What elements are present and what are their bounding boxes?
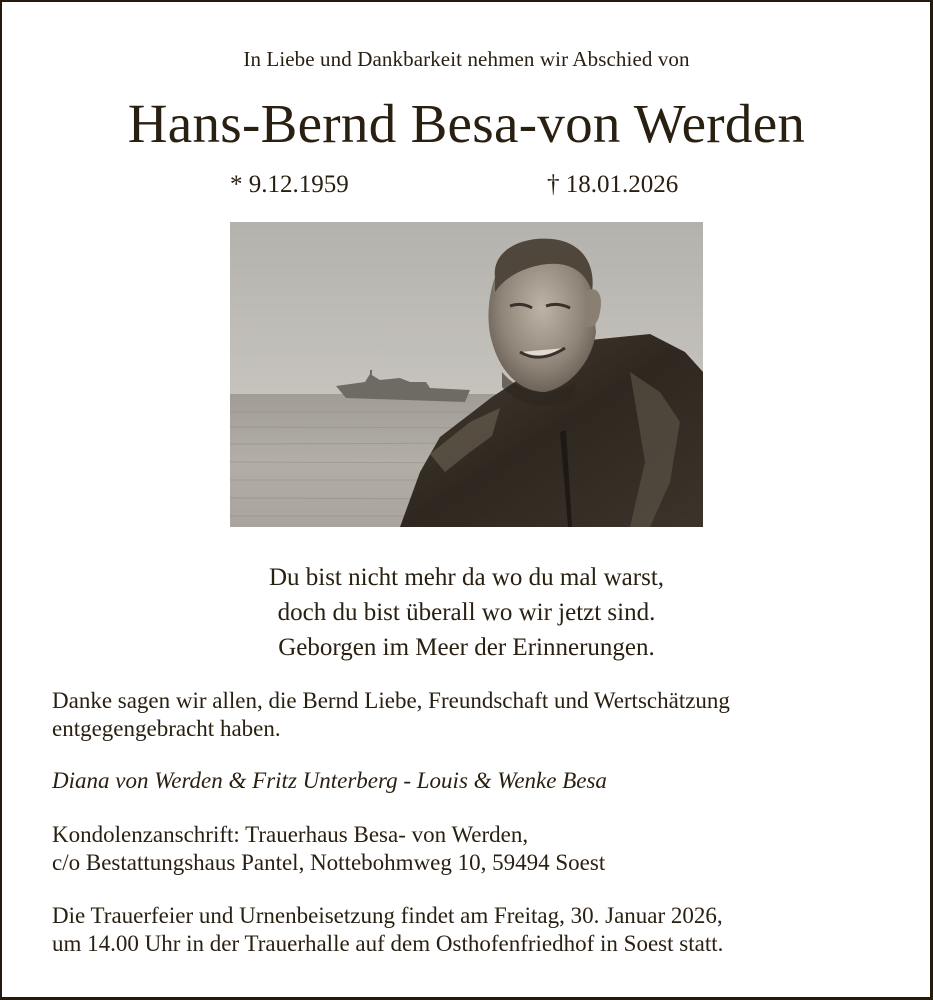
poem-line: Du bist nicht mehr da wo du mal warst, bbox=[268, 564, 665, 591]
thanks-line: Danke sagen wir allen, die Bernd Liebe, Freundschaft und Wertschätzung bbox=[52, 688, 730, 713]
poem bbox=[0, 560, 933, 665]
deceased-name: Hans-Bernd Besa-von Werden bbox=[127, 93, 806, 154]
portrait-photo-icon bbox=[230, 222, 703, 527]
poem-line: Geborgen im Meer der Erinnerungen. bbox=[278, 634, 655, 661]
birth-date: * 9.12.1959 bbox=[230, 171, 349, 198]
intro-line: In Liebe und Dankbarkeit nehmen wir Abschied von bbox=[243, 47, 690, 71]
signers bbox=[52, 767, 607, 795]
portrait-photo bbox=[230, 222, 703, 527]
thanks-line: entgegengebracht haben. bbox=[52, 716, 281, 741]
address-line: Kondolenzanschrift: Trauerhaus Besa- von Werden, bbox=[52, 822, 529, 847]
condolence-address bbox=[52, 821, 605, 877]
ceremony-info bbox=[52, 902, 723, 958]
ceremony-line: Die Trauerfeier und Urnenbeisetzung findet am Freitag, 30. Januar 2026, bbox=[52, 903, 723, 928]
death-date: † 18.01.2026 bbox=[547, 171, 679, 198]
signers-line: Diana von Werden & Fritz Unterberg - Louis & Wenke Besa bbox=[52, 768, 607, 793]
address-line: c/o Bestattungshaus Pantel, Nottebohmweg 10, 59494 Soest bbox=[52, 850, 606, 875]
poem-line: doch du bist überall wo wir jetzt sind. bbox=[277, 599, 656, 626]
thanks-paragraph bbox=[52, 687, 730, 743]
ceremony-line: um 14.00 Uhr in der Trauerhalle auf dem Osthofenfriedhof in Soest statt. bbox=[52, 931, 724, 956]
